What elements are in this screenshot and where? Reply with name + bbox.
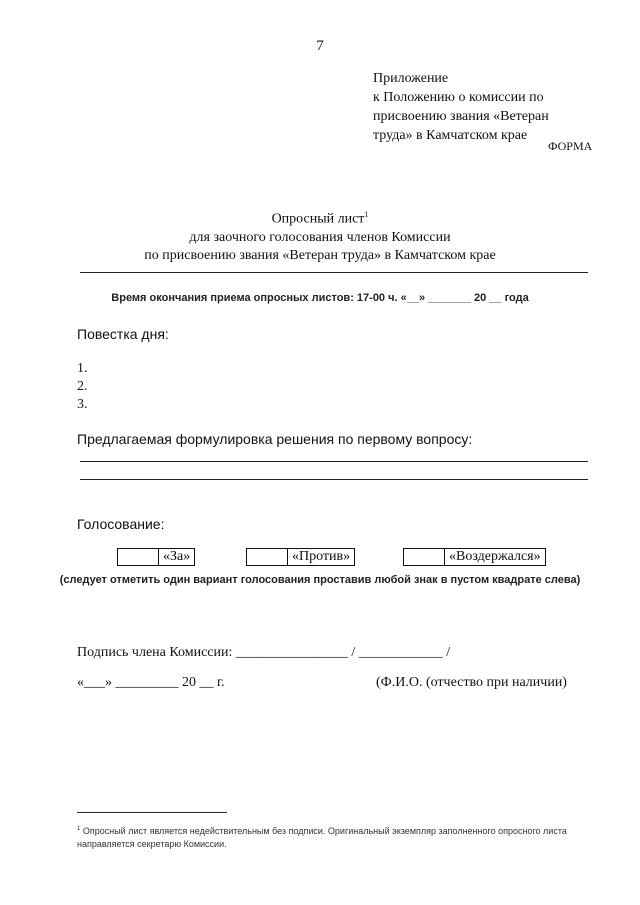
vote-option-against: [246, 548, 355, 566]
voting-instruction: (следует отметить один вариант голосования проставив любой знак в пустом квадрате слева): [59, 574, 581, 586]
appendix-line: присвоению звания «Ветеран: [373, 109, 549, 124]
voting-heading: Голосование:: [77, 516, 165, 532]
agenda-list: [77, 360, 88, 414]
proposal-heading: Предлагаемая формулировка решения по первому вопросу:: [77, 431, 473, 447]
page-number: 7: [316, 38, 324, 54]
agenda-item: 1.: [77, 361, 88, 376]
proposal-line-2[interactable]: [80, 479, 588, 480]
voting-options: [0, 548, 640, 566]
deadline-text: Время окончания приема опросных листов: 17-00 ч. «__» _______ 20 __ года: [111, 292, 529, 304]
title-underline: [80, 272, 588, 273]
footnote: [77, 823, 587, 851]
vote-option-abstain: [403, 548, 546, 566]
vote-abstain-label: «Воздержался»: [444, 548, 546, 566]
signature-date-line[interactable]: «___» _________ 20 __ г.: [77, 675, 225, 690]
vote-option-for: [117, 548, 195, 566]
title-footnote-mark: 1: [364, 210, 369, 219]
document-title: [0, 206, 640, 265]
vote-against-checkbox[interactable]: [246, 548, 287, 566]
agenda-heading: Повестка дня:: [77, 326, 169, 342]
title-line-2: для заочного голосования членов Комиссии: [189, 229, 451, 245]
vote-for-checkbox[interactable]: [117, 548, 158, 566]
full-name-caption: (Ф.И.О. (отчество при наличии): [376, 675, 567, 690]
vote-for-label: «За»: [158, 548, 195, 566]
appendix-line: Приложение: [373, 71, 449, 86]
vote-abstain-checkbox[interactable]: [403, 548, 444, 566]
agenda-item: 3.: [77, 397, 88, 412]
appendix-block: [373, 69, 549, 145]
appendix-line: труда» в Камчатском крае: [373, 128, 528, 143]
proposal-line-1[interactable]: [80, 461, 588, 462]
title-line-3: по присвоению звания «Ветеран труда» в Камчатском крае: [144, 247, 496, 263]
footnote-separator: [77, 812, 227, 813]
vote-against-label: «Против»: [287, 548, 355, 566]
title-main: Опросный лист: [271, 211, 365, 227]
footnote-mark: 1: [77, 826, 81, 832]
agenda-item: 2.: [77, 379, 88, 394]
member-signature-line[interactable]: Подпись члена Комиссии: ________________ / ____________ /: [77, 645, 451, 660]
footnote-text: Опросный лист является недействительным без подписи. Оригинальный экземпляр заполненного опросного листа направляется секретарю Комиссии.: [77, 826, 567, 849]
form-label: ФОРМА: [548, 139, 593, 153]
appendix-line: к Положению о комиссии по: [373, 90, 544, 105]
